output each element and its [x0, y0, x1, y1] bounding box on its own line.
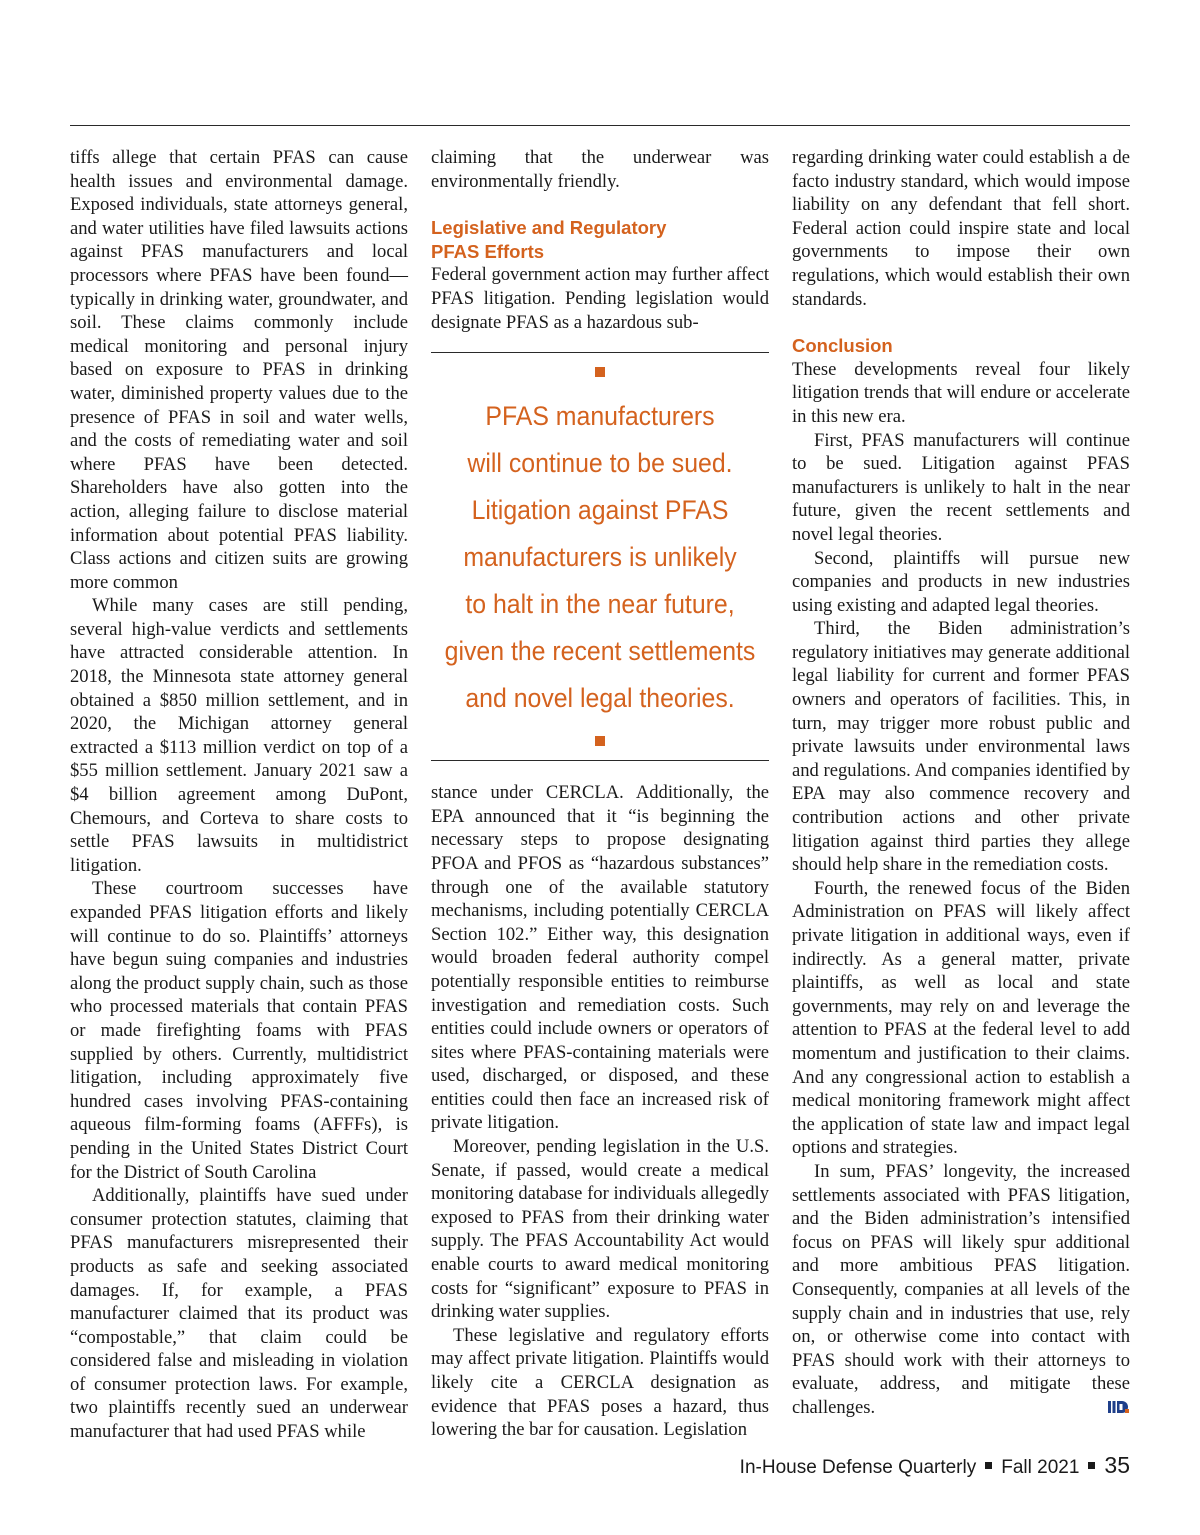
col3-paragraph-2: These developments reveal four likely litigation trends that will endure or accelerate in this new era. [792, 358, 1130, 427]
col3-paragraph-7 [792, 1160, 1130, 1420]
pull-quote-bottom-square-icon [595, 736, 605, 746]
section-heading-conclusion: Conclusion [792, 335, 893, 357]
col2-paragraph-1: claiming that the underwear was environmentally friendly. [431, 147, 769, 192]
top-rule [70, 125, 1130, 126]
issue-date: Fall 2021 [1001, 1457, 1080, 1478]
pull-quote-text [445, 393, 756, 722]
footer-bullet-icon [1088, 1462, 1095, 1469]
pull-quote-line: PFAS manufacturers [485, 401, 715, 432]
col2-paragraph-5: These legislative and regulatory efforts may affect private litigation. Plaintiffs would likely cite a CERCLA designation as evidence that PFAS poses a hazard, thus lowering the bar for causation. Legislation [431, 1324, 769, 1441]
heading-line-1: Legislative and Regulatory [431, 217, 667, 239]
column-2 [431, 146, 769, 1442]
pull-quote-line: and novel legal theories. [465, 683, 735, 714]
col3-paragraph-5: Third, the Biden administration’s regulatory initiatives may generate additional legal liability for current and former PFAS owners and operators of facilities. This, in turn, may trigger more robust public and private lawsuits under environmental laws and regulations. And companies identified by EPA may also commence recovery and contribution actions and other private litigation against third parties they allege should help share in the remediation costs. [792, 618, 1130, 876]
page-number: 35 [1104, 1452, 1130, 1478]
col3-paragraph-7-text: In sum, PFAS’ longevity, the increased settlements associated with PFAS litigation, and the Biden administration’s intensified focus on PFAS will likely spur additional and more ambitious PFAS litigation. Consequently, companies at all levels of the supply chain and in industries that use, rely on, or otherwise come into contact with PFAS should work with their attorneys to evaluate, address, and mitigate these challenges. [792, 1160, 1130, 1418]
pull-quote-line: manufacturers is unlikely [463, 542, 737, 573]
page-footer [740, 1452, 1130, 1479]
col3-paragraph-1: regarding drinking water could establish a de facto industry standard, which would impose liability on any defendant that fell short. Federal action could inspire state and local governments to impose their own regulations, which would establish their own standards. [792, 147, 1130, 310]
col1-paragraph-3: These courtroom successes have expanded PFAS litigation efforts and likely will continue to do so. Plaintiffs’ attorneys have begun suing companies and industries along the product supply chain, such as those who processed materials that contain PFAS or made firefighting foams with PFAS supplied by others. Currently, multidistrict litigation, including approximately five hundred cases involving PFAS-containing aqueous film-forming foams (AFFFs), is pending in the United States District Court for the District of South Carolina [70, 878, 408, 1183]
col3-paragraph-3: First, PFAS manufacturers will continue to be sued. Litigation against PFAS manufacturers is unlikely to halt in the near future, given the recent settlements and novel legal theories. [792, 429, 1130, 545]
pull-quote-line: given the recent settlements [444, 636, 756, 667]
pull-quote [431, 352, 769, 761]
column-3 [792, 146, 1130, 1419]
section-heading-legislative [431, 216, 769, 263]
pull-quote-line: will continue to be sued. [467, 448, 733, 479]
col2-paragraph-3: stance under CERCLA. Additionally, the EPA announced that it “is beginning the necessary steps to propose designating PFOA and PFOS as “hazardous substances” through one of the available statutory mechanisms, including potentially CERCLA Section 102.” Either way, this designation would broaden federal authority compel potentially responsible entities to reimburse investigation and remediation costs. Such entities could include owners or operators of sites where PFAS-containing materials were used, discharged, or disposed, and these entities could then face an increased risk of private litigation. [431, 782, 769, 1134]
footer-bullet-icon [985, 1462, 992, 1469]
heading-line-2: PFAS Efforts [431, 240, 545, 262]
column-1 [70, 146, 408, 1444]
end-mark-logo-icon [1108, 1400, 1130, 1414]
pull-quote-top-square-icon [595, 367, 605, 377]
col2-paragraph-2: Federal government action may further affect PFAS litigation. Pending legislation would designate PFAS as a hazardous sub- [431, 264, 769, 333]
col3-paragraph-6: Fourth, the renewed focus of the Biden Administration on PFAS will likely affect private litigation in additional ways, even if indirectly. As a general matter, private plaintiffs, as well as local and state governments, may rely on and leverage the attention to PFAS at the federal level to add momentum and justification to their claims. And any congressional action to establish a medical monitoring framework might affect the application of state law and impact legal options and strategies. [792, 877, 1130, 1159]
pull-quote-line: to halt in the near future, [465, 589, 735, 620]
col3-paragraph-4: Second, plaintiffs will pursue new companies and products in new industries using existing and adapted legal theories. [792, 547, 1130, 616]
col2-paragraph-4: Moreover, pending legislation in the U.S. Senate, if passed, would create a medical monitoring database for individuals allegedly exposed to PFAS from their drinking water supply. The PFAS Accountability Act would enable courts to award medical monitoring costs for “significant” exposure to PFAS in drinking water supplies. [431, 1136, 769, 1323]
pull-quote-line: Litigation against PFAS [471, 495, 729, 526]
publication-name: In-House Defense Quarterly [739, 1457, 977, 1478]
col1-paragraph-1: tiffs allege that certain PFAS can cause health issues and environmental damage. Exposed individuals, state attorneys general, and water utilities have filed lawsuits actions against PFAS manufacturers and local processors where PFAS have been found—typically in drinking water, groundwater, and soil. These claims commonly include medical monitoring and personal injury based on exposure to PFAS in drinking water, diminished property values due to the presence of PFAS in soil and water wells, and the costs of remediating water and soil where PFAS have been detected. Shareholders have also gotten into the action, alleging failure to disclose material information about potential PFAS liability. Class actions and citizen suits are growing more common [70, 147, 408, 593]
col1-paragraph-4: Additionally, plaintiffs have sued under consumer protection statutes, claiming that PFAS manufacturers misrepresented their products as safe and seeking associated damages. If, for example, a PFAS manufacturer claimed that its product was “compostable,” that claim could be considered false and misleading in violation of consumer protection laws. For example, two plaintiffs recently sued an underwear manufacturer that had used PFAS while [70, 1185, 408, 1443]
col1-paragraph-2: While many cases are still pending, several high-value verdicts and settlements have attracted considerable attention. In 2018, the Minnesota state attorney general obtained a $850 million settlement, and in 2020, the Michigan attorney general extracted a $113 million verdict on top of a $55 million settlement. January 2021 saw a $4 billion agreement among DuPont, Chemours, and Corteva to share costs to settle PFAS lawsuits in multidistrict litigation. [70, 595, 408, 876]
